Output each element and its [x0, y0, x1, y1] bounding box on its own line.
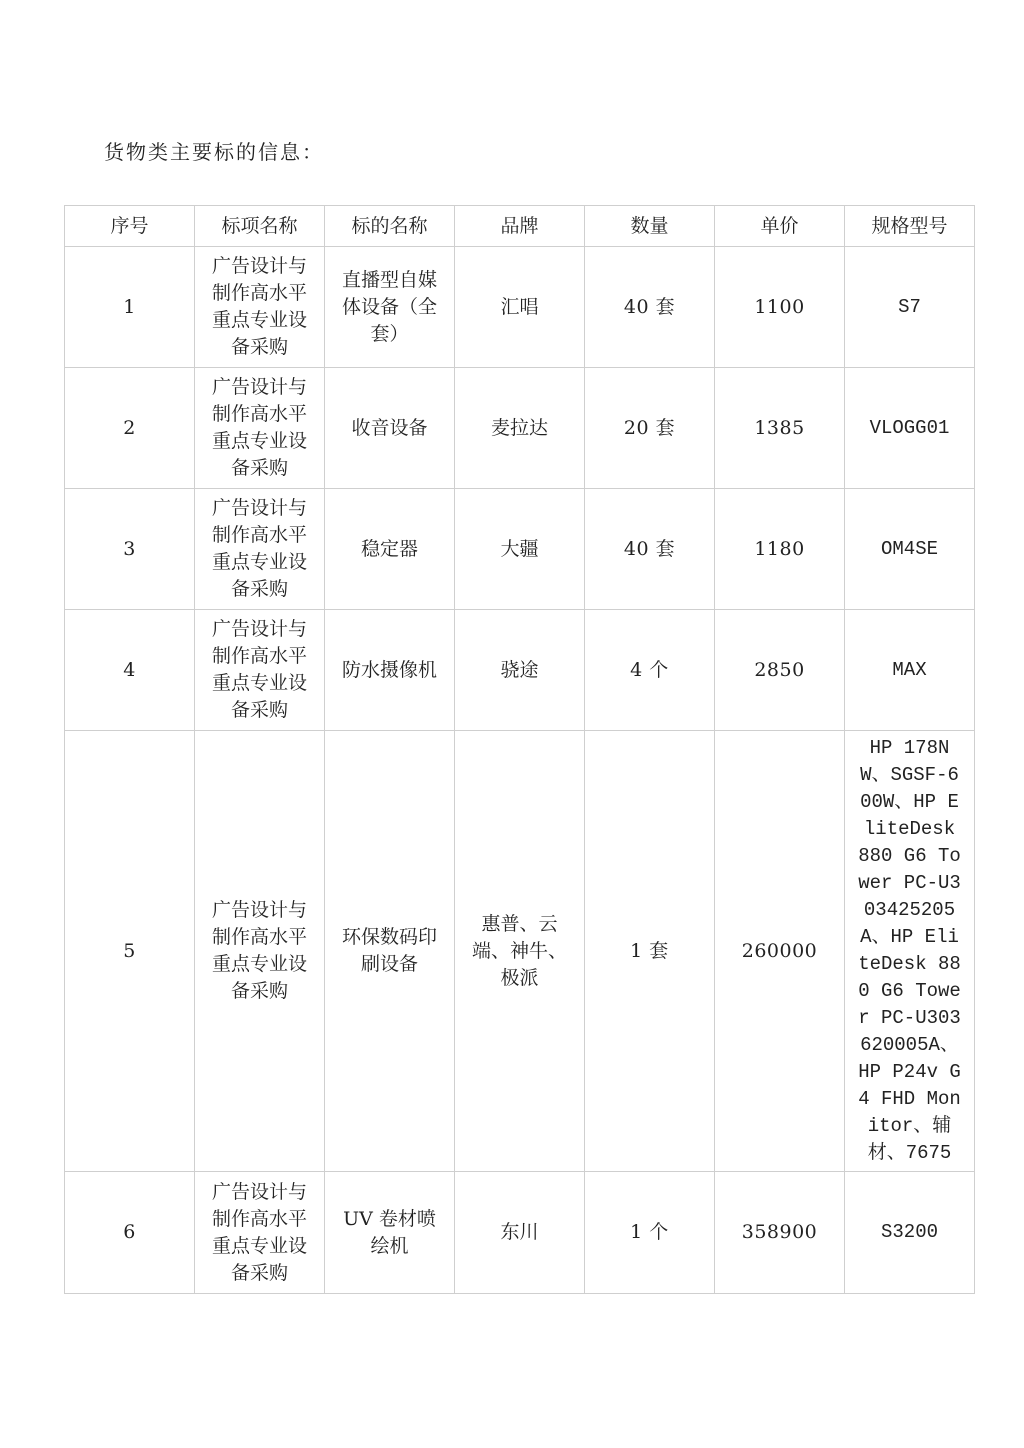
- cell-quantity: 1 套: [585, 731, 715, 1172]
- cell-unit-price: 1180: [715, 489, 845, 610]
- cell-project-name: 广告设计与制作高水平重点专业设备采购: [195, 1172, 325, 1294]
- cell-unit-price: 1100: [715, 247, 845, 368]
- cell-index: 1: [65, 247, 195, 368]
- cell-brand: 惠普、云端、神牛、极派: [455, 731, 585, 1172]
- header-spec-model: 规格型号: [845, 206, 975, 247]
- goods-table: [64, 205, 975, 1294]
- cell-brand: 大疆: [455, 489, 585, 610]
- table-row: [65, 247, 975, 368]
- cell-brand: 麦拉达: [455, 368, 585, 489]
- cell-project-name: 广告设计与制作高水平重点专业设备采购: [195, 247, 325, 368]
- cell-item-name: 防水摄像机: [325, 610, 455, 731]
- cell-index: 5: [65, 731, 195, 1172]
- section-heading: 货物类主要标的信息：: [104, 140, 324, 164]
- cell-spec-model: S7: [845, 247, 975, 368]
- cell-spec-model: S3200: [845, 1172, 975, 1294]
- cell-spec-model: VLOGG01: [845, 368, 975, 489]
- cell-spec-model: OM4SE: [845, 489, 975, 610]
- cell-spec-model: MAX: [845, 610, 975, 731]
- cell-unit-price: 2850: [715, 610, 845, 731]
- cell-index: 3: [65, 489, 195, 610]
- header-unit-price: 单价: [715, 206, 845, 247]
- cell-quantity: 20 套: [585, 368, 715, 489]
- cell-item-name: 直播型自媒体设备（全套）: [325, 247, 455, 368]
- cell-item-name: UV 卷材喷绘机: [325, 1172, 455, 1294]
- cell-item-name: 环保数码印刷设备: [325, 731, 455, 1172]
- cell-quantity: 1 个: [585, 1172, 715, 1294]
- cell-quantity: 40 套: [585, 247, 715, 368]
- table-row: [65, 1172, 975, 1294]
- header-project-name: 标项名称: [195, 206, 325, 247]
- header-brand: 品牌: [455, 206, 585, 247]
- cell-unit-price: 358900: [715, 1172, 845, 1294]
- cell-brand: 骁途: [455, 610, 585, 731]
- cell-unit-price: 260000: [715, 731, 845, 1172]
- header-index: 序号: [65, 206, 195, 247]
- cell-project-name: 广告设计与制作高水平重点专业设备采购: [195, 731, 325, 1172]
- cell-project-name: 广告设计与制作高水平重点专业设备采购: [195, 489, 325, 610]
- table-row: [65, 731, 975, 1172]
- cell-item-name: 稳定器: [325, 489, 455, 610]
- cell-index: 6: [65, 1172, 195, 1294]
- table-row: [65, 610, 975, 731]
- cell-quantity: 40 套: [585, 489, 715, 610]
- cell-brand: 汇唱: [455, 247, 585, 368]
- cell-brand: 东川: [455, 1172, 585, 1294]
- table-row: [65, 368, 975, 489]
- header-item-name: 标的名称: [325, 206, 455, 247]
- cell-item-name: 收音设备: [325, 368, 455, 489]
- table-row: [65, 489, 975, 610]
- header-quantity: 数量: [585, 206, 715, 247]
- cell-index: 2: [65, 368, 195, 489]
- table-header-row: [65, 206, 975, 247]
- cell-quantity: 4 个: [585, 610, 715, 731]
- cell-spec-model: HP 178NW、SGSF-600W、HP EliteDesk 880 G6 Tower PC-U303425205A、HP EliteDesk 880 G6 Tower PC-U303620005A、HP P24v G4 FHD Monitor、辅材、7675: [845, 731, 975, 1172]
- cell-unit-price: 1385: [715, 368, 845, 489]
- cell-index: 4: [65, 610, 195, 731]
- cell-project-name: 广告设计与制作高水平重点专业设备采购: [195, 610, 325, 731]
- cell-project-name: 广告设计与制作高水平重点专业设备采购: [195, 368, 325, 489]
